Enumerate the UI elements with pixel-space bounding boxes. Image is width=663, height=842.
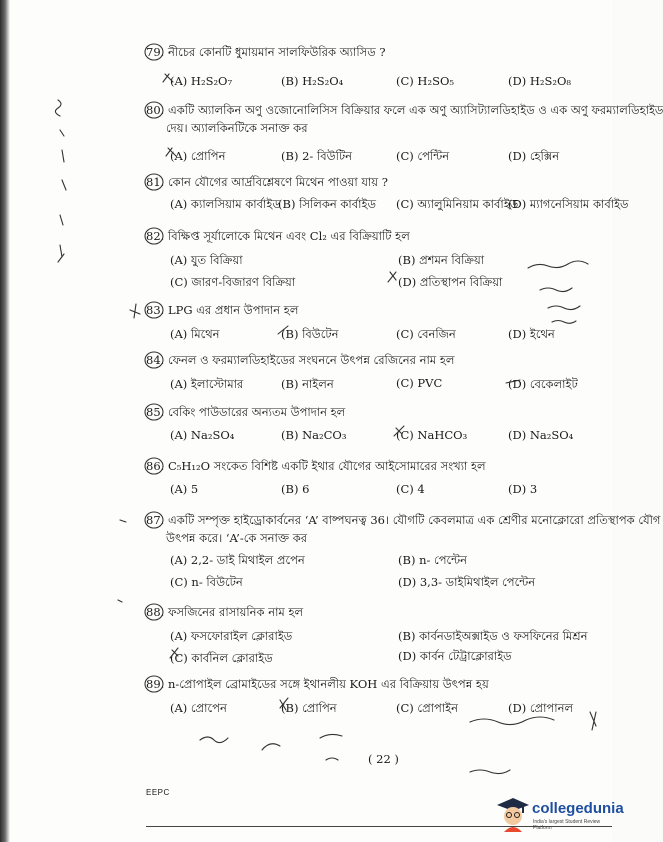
question-text: একটি সম্পৃক্ত হাইড্রোকার্বনের ‘A’ বাষ্পঘনত্ব 36। যৌগটি কেবলমাত্র এক শ্রেণীর মনোক্লোরো প্রতিস্থাপক যৌগ	[167, 513, 661, 527]
question-82	[146, 228, 612, 244]
question-number: 83.	[146, 303, 165, 317]
option-d: (D) কার্বন টেট্রাক্লোরাইড	[398, 649, 512, 663]
question-number: 86.	[146, 459, 165, 473]
question-text: বিক্ষিপ্ত সূর্যালোকে মিথেন এবং Cl₂ এর বিক্রিয়াটি হল	[167, 229, 410, 243]
question-text: ফসজিনের রাসায়নিক নাম হল	[167, 605, 304, 619]
option-b: (B) প্রোপিন	[281, 701, 337, 715]
option-a: (A) প্রোপেন	[170, 701, 227, 715]
option-b: (B) Na₂CO₃	[281, 428, 347, 442]
question-80	[146, 102, 663, 118]
question-85	[146, 404, 612, 420]
question-number: 80.	[146, 103, 165, 117]
question-number: 79.	[146, 45, 165, 59]
option-d: (D) ম্যাগনেসিয়াম কার্বাইড	[508, 197, 629, 211]
option-c: (C) NaHCO₃	[396, 428, 468, 442]
question-number: 89.	[146, 677, 165, 691]
question-text: বেকিং পাউডারের অন্যতম উপাদান হল	[167, 405, 346, 419]
option-b: (B) সিলিকন কার্বাইড	[278, 197, 376, 211]
question-79	[146, 44, 612, 60]
question-84	[146, 352, 612, 368]
option-d: (D) 3	[508, 482, 538, 496]
option-a: (A) 2,2- ডাই মিথাইল প্রপেন	[170, 553, 305, 567]
option-c: (C) H₂SO₅	[396, 74, 454, 88]
question-number: 81.	[146, 175, 165, 189]
question-text: LPG এর প্রধান উপাদান হল	[167, 303, 299, 317]
question-number: 87.	[146, 513, 165, 527]
logo-tagline: India's largest Student Review Platform	[533, 819, 601, 831]
option-d: (D) Na₂SO₄	[508, 428, 574, 442]
option-a: (A) ফসফোরাইল ক্লোরাইড	[170, 629, 293, 643]
option-c: (C) বেনজিন	[396, 327, 456, 341]
option-b: (B) H₂S₂O₄	[281, 74, 344, 88]
option-c: (C) 4	[396, 482, 425, 496]
option-d: (D) প্রতিস্থাপন বিক্রিয়া	[398, 275, 503, 289]
option-a: (A) যুত বিক্রিয়া	[170, 253, 243, 267]
question-number: 85.	[146, 405, 165, 419]
option-b: (B) 6	[281, 482, 310, 496]
paper-code: EEPC	[146, 788, 170, 797]
option-a: (A) ক্যালসিয়াম কার্বাইড	[170, 197, 281, 211]
page-number: ( 22 )	[368, 752, 399, 766]
question-text: নীচের কোনটি ধুমায়মান সালফিউরিক অ্যাসিড ?	[167, 45, 386, 59]
question-text: C₅H₁₂O সংকেত বিশিষ্ট একটি ইথার যৌগের আইসোমারের সংখ্যা হল	[167, 459, 486, 473]
question-text-continued: দেয়। অ্যালকিনটিকে সনাক্ত কর	[166, 121, 308, 135]
option-b: (B) বিউটেন	[281, 327, 339, 341]
question-number: 82.	[146, 229, 165, 243]
option-a: (A) 5	[170, 482, 199, 496]
question-86	[146, 458, 612, 474]
question-text-continued: উৎপন্ন করে। ‘A’-কে সনাক্ত কর	[166, 531, 308, 545]
question-number: 88.	[146, 605, 165, 619]
option-d: (D) 3,3- ডাইমিথাইল পেন্টেন	[398, 575, 536, 589]
question-83	[146, 302, 612, 318]
question-89	[146, 676, 612, 692]
question-81	[146, 174, 612, 190]
question-text: n-প্রোপাইল ব্রোমাইডের সঙ্গে ইথানলীয় KOH এর বিক্রিয়ায় উৎপন্ন হয়	[167, 677, 489, 691]
option-b: (B) কার্বনডাইঅক্সাইড ও ফসফিনের মিশ্রন	[398, 629, 588, 643]
option-d: (D) H₂S₂O₈	[508, 74, 572, 88]
option-d: (D) প্রোপানল	[508, 701, 574, 715]
question-text: একটি অ্যালকিন অণু ওজোনোলিসিস বিক্রিয়ার ফলে এক অণু অ্যাসিট্যালডিহাইড ও এক অণু ফরম্যালডিহাইড	[167, 103, 663, 117]
question-88	[146, 604, 612, 620]
option-b: (B) নাইলন	[281, 377, 334, 391]
option-a: (A) প্রোপিন	[170, 149, 226, 163]
option-c: (C) PVC	[396, 376, 443, 390]
option-d: (D) বেকেলাইট	[508, 377, 578, 391]
graduate-mascot-icon	[496, 796, 530, 832]
collegedunia-logo	[496, 796, 624, 836]
option-d: (D) ইথেন	[508, 327, 555, 341]
option-a: (A) Na₂SO₄	[170, 428, 235, 442]
scan-edge-shadow	[0, 0, 10, 842]
option-b: (B) n- পেন্টেন	[398, 553, 468, 567]
option-a: (A) H₂S₂O₇	[170, 74, 233, 88]
option-b: (B) প্রশমন বিক্রিয়া	[398, 253, 485, 267]
option-c: (C) n- বিউটেন	[170, 575, 243, 589]
option-c: (C) পেন্টিন	[396, 149, 450, 163]
question-number: 84.	[146, 353, 165, 367]
option-c: (C) প্রোপাইন	[396, 701, 458, 715]
question-text: ফেনল ও ফরম্যালডিহাইডের সংঘননে উৎপন্ন রেজিনের নাম হল	[167, 353, 455, 367]
option-c: (C) জারণ-বিজারণ বিক্রিয়া	[170, 275, 296, 289]
option-a: (A) মিথেন	[170, 327, 220, 341]
question-text: কোন যৌগের আর্দ্রবিশ্লেষণে মিথেন পাওয়া যায় ?	[167, 175, 388, 189]
option-d: (D) হেক্সিন	[508, 149, 560, 163]
question-87	[146, 512, 661, 528]
option-c: (C) কার্বনিল ক্লোরাইড	[170, 651, 273, 665]
option-b: (B) 2- বিউটিন	[281, 149, 353, 163]
option-c: (C) অ্যালুমিনিয়াম কার্বাইড	[396, 197, 519, 211]
logo-name: collegedunia	[532, 800, 624, 817]
option-a: (A) ইলাস্টোমার	[170, 377, 244, 391]
